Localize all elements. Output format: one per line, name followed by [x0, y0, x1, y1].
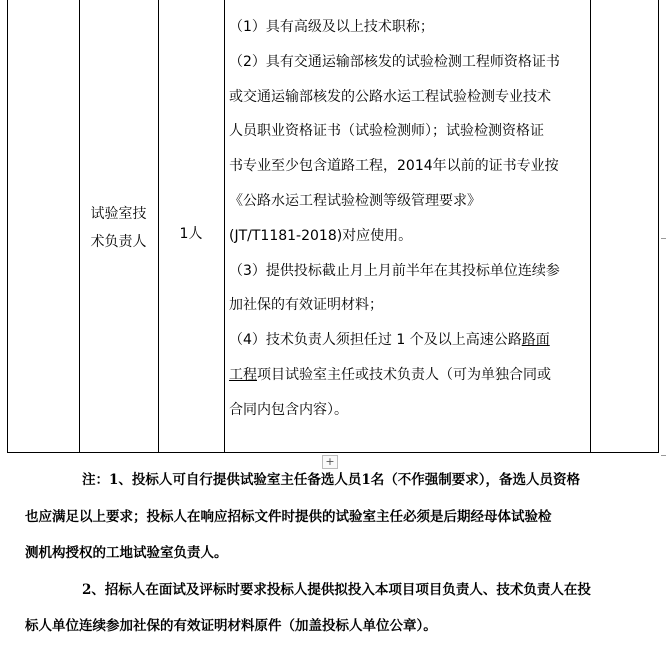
table-divider [224, 0, 225, 453]
note-line: 标人单位连续参加社保的有效证明材料原件（加盖投标人单位公章）。 [25, 618, 437, 634]
role-line: 术负责人 [90, 234, 147, 250]
underlined-text: 路面 [521, 332, 550, 349]
table-border-bottom [7, 452, 659, 453]
table-divider [590, 0, 591, 453]
role-cell [79, 200, 158, 256]
add-row-handle[interactable]: + [322, 455, 338, 469]
requirement-line [229, 323, 589, 358]
role-line: 试验室技 [90, 206, 147, 222]
requirement-text: （4）技术负责人须担任过 1 个及以上高速公路 [229, 332, 522, 349]
requirement-line: 合同内包含内容）。 [229, 401, 348, 418]
requirement-line: 加社保的有效证明材料； [229, 297, 383, 314]
requirement-line: 人员职业资格证书（试验检测师）；试验检测资格证 [229, 123, 544, 140]
note-line: 测机构授权的工地试验室负责人。 [25, 545, 228, 561]
requirements-cell [229, 10, 589, 428]
requirement-line: （2）具有交通运输部核发的试验检测工程师资格证书 [229, 53, 560, 70]
ruler-mark [661, 238, 666, 239]
note-line: 注：1、投标人可自行提供试验室主任备选人员1名（不作强制要求），备选人员资格 [82, 472, 581, 488]
notes-section [25, 462, 650, 645]
table-border-left [7, 0, 8, 453]
note-line: 2、招标人在面试及评标时要求投标人提供拟投入本项目项目负责人、技术负责人在投 [82, 581, 591, 598]
requirement-line: （1）具有高级及以上技术职称； [229, 19, 434, 35]
requirement-text: 项目试验室主任或技术负责人（可为单独合同或 [257, 366, 551, 383]
note-line: 也应满足以上要求；投标人在响应招标文件时提供的试验室主任必须是后期经母体试验检 [25, 508, 552, 525]
ruler-mark [661, 455, 666, 456]
underlined-text: 工程 [229, 366, 257, 383]
requirement-line: 《公路水运工程试验检测等级管理要求》 [229, 192, 481, 209]
requirement-line: （3）提供投标截止月上月前半年在其投标单位连续参 [229, 262, 560, 279]
requirement-line: (JT/T1181-2018)对应使用。 [229, 227, 413, 244]
headcount-cell: 1人 [179, 226, 203, 242]
requirement-line [229, 358, 589, 393]
table-border-right [658, 0, 659, 453]
requirement-line: 或交通运输部核发的公路水运工程试验检测专业技术 [229, 88, 551, 105]
requirement-line: 书专业至少包含道路工程，2014年以前的证书专业按 [229, 158, 559, 175]
